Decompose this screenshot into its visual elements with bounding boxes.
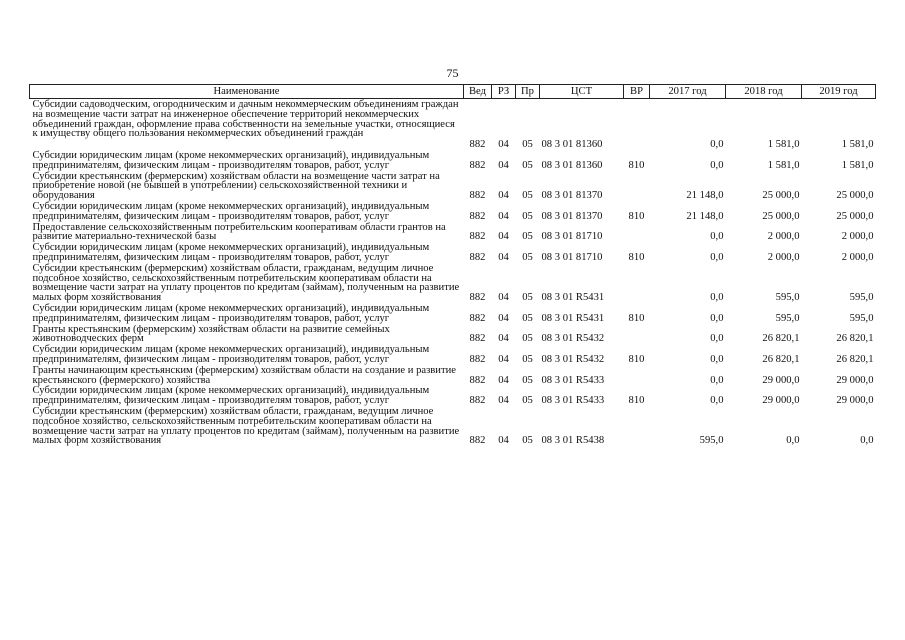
row-vr (624, 171, 650, 201)
row-2019-value: 0,0 (860, 435, 874, 447)
table-row (30, 99, 876, 140)
row-rz: 04 (498, 159, 509, 171)
row-name: Субсидии юридическим лицам (кроме некоммерческих организаций), индивидуальным предпринимателям, физическим лицам - производителям товаров, работ, услуг (32, 385, 430, 407)
row-pr: 05 (522, 210, 533, 222)
row-ved: 882 (469, 292, 486, 304)
row-ved: 882 (469, 251, 486, 263)
row-cst: 08 3 01 R5433 (541, 395, 605, 407)
row-2017-value: 0,0 (710, 251, 724, 263)
row-rz: 04 (498, 333, 509, 345)
row-ved: 882 (469, 353, 486, 365)
row-rz: 04 (498, 231, 509, 243)
row-vr (624, 222, 650, 243)
row-cst: 08 3 01 R5431 (541, 292, 605, 304)
row-name: Субсидии крестьянским (фермерским) хозяйствам области на возмещение части затрат на приобретение новой (не бывшей в употреблении) сельскохозяйственной техники и оборудования (32, 170, 440, 202)
row-vr: 810 (628, 159, 645, 171)
row-vr (624, 99, 650, 140)
row-name: Субсидии юридическим лицам (кроме некоммерческих организаций), индивидуальным предпринимателям, физическим лицам - производителям товаров, работ, услуг (32, 200, 430, 222)
row-ved: 882 (469, 231, 486, 243)
row-name: Субсидии юридическим лицам (кроме некоммерческих организаций), индивидуальным предпринимателям, физическим лицам - производителям товаров, работ, услуг (32, 344, 430, 365)
row-name: Субсидии крестьянским (фермерским) хозяйствам области, гражданам, ведущим личное подсобное хозяйство, сельскохозяйственным потребительским кооперативам области на возмещение части затрат на уплату процентов по кредитам (займам), полученным на развитие малых форм хозяйствования (32, 262, 460, 304)
table-row (30, 242, 876, 263)
row-2017-value: 0,0 (710, 139, 724, 151)
header-pr: Пр (516, 85, 540, 99)
header-ved: Вед (464, 85, 492, 99)
header-2017: 2017 год (650, 85, 726, 99)
row-name (30, 139, 464, 150)
row-2017-value: 0,0 (710, 333, 724, 345)
row-rz: 04 (498, 312, 509, 324)
row-2018-value: 25 000,0 (762, 190, 800, 202)
row-name: Субсидии садоводческим, огородническим и дачным некоммерческим объединениям граждан на возмещение части затрат на инженерное обеспечение территорий некоммерческих объединений граждан, оформление права собственности на земельные участки, относящиеся к имуществу общего пользования некоммерческих объединений граждан (32, 99, 459, 140)
row-vr: 810 (628, 353, 645, 365)
row-pr: 05 (522, 292, 533, 304)
row-2019-value: 2 000,0 (841, 251, 874, 263)
table-row (30, 171, 876, 201)
row-cst: 08 3 01 R5438 (541, 435, 605, 447)
table-row (30, 150, 876, 171)
row-rz: 04 (498, 395, 509, 407)
row-2019-value: 595,0 (849, 312, 874, 324)
table-row (30, 303, 876, 324)
row-rz (492, 99, 516, 140)
row-2017-value: 21 148,0 (686, 210, 724, 222)
header-name: Наименование (30, 85, 464, 99)
row-2018-value: 26 820,1 (762, 333, 800, 345)
header-vr: ВР (624, 85, 650, 99)
row-2018-value: 26 820,1 (762, 353, 800, 365)
row-ved: 882 (469, 395, 486, 407)
row-vr: 810 (628, 251, 645, 263)
row-2019-value: 25 000,0 (836, 190, 874, 202)
row-name: Гранты крестьянским (фермерским) хозяйствам области на развитие семейных животноводческих ферм (32, 323, 390, 345)
row-cst (540, 99, 624, 140)
row-vr (624, 365, 650, 386)
row-name: Субсидии юридическим лицам (кроме некоммерческих организаций), индивидуальным предпринимателям, физическим лицам - производителям товаров, работ, услуг (32, 242, 430, 263)
row-rz: 04 (498, 435, 509, 447)
header-2018: 2018 год (726, 85, 802, 99)
row-ved: 882 (469, 190, 486, 202)
row-2019-value: 26 820,1 (836, 353, 874, 365)
row-rz: 04 (498, 292, 509, 304)
row-rz: 04 (498, 374, 509, 386)
row-2018-value: 2 000,0 (767, 251, 800, 263)
row-vr: 810 (628, 210, 645, 222)
row-2017-value: 21 148,0 (686, 190, 724, 202)
row-2017-value: 0,0 (710, 231, 724, 243)
row-pr: 05 (522, 395, 533, 407)
row-2019-value: 25 000,0 (836, 210, 874, 222)
row-ved: 882 (469, 333, 486, 345)
row-rz: 04 (498, 353, 509, 365)
row-pr: 05 (522, 374, 533, 386)
row-ved: 882 (469, 312, 486, 324)
row-2019-value: 595,0 (849, 292, 874, 304)
table-body (30, 99, 876, 447)
row-pr: 05 (522, 159, 533, 171)
row-2019-value: 29 000,0 (836, 374, 874, 386)
row-cst: 08 3 01 81710 (541, 231, 603, 243)
table-row (30, 263, 876, 303)
row-cst: 08 3 01 R5431 (541, 312, 605, 324)
row-2018-value: 595,0 (775, 312, 800, 324)
table-header-row (30, 85, 876, 99)
row-2017-value: 0,0 (710, 395, 724, 407)
row-cst: 08 3 01 81710 (541, 251, 603, 263)
row-ved (464, 99, 492, 140)
row-pr (516, 99, 540, 140)
row-vr (624, 139, 650, 150)
table-row (30, 324, 876, 345)
row-pr: 05 (522, 353, 533, 365)
budget-table (29, 84, 876, 446)
row-rz: 04 (498, 139, 509, 151)
row-cst: 08 3 01 81360 (541, 159, 603, 171)
row-pr: 05 (522, 251, 533, 263)
row-2018-value: 595,0 (775, 292, 800, 304)
row-2018-value: 29 000,0 (762, 374, 800, 386)
row-2019-value: 1 581,0 (841, 139, 874, 151)
row-2018-value: 2 000,0 (767, 231, 800, 243)
row-ved: 882 (469, 139, 486, 151)
row-rz: 04 (498, 190, 509, 202)
row-2019-value: 2 000,0 (841, 231, 874, 243)
row-pr: 05 (522, 190, 533, 202)
row-cst: 08 3 01 R5432 (541, 333, 605, 345)
row-rz: 04 (498, 251, 509, 263)
row-rz: 04 (498, 210, 509, 222)
row-2017-value: 0,0 (710, 353, 724, 365)
page-number: 75 (446, 66, 459, 80)
row-2017-value: 0,0 (710, 292, 724, 304)
row-name: Субсидии крестьянским (фермерским) хозяйствам области, гражданам, ведущим личное подсобное хозяйство, сельскохозяйственным потребительским кооперативам области на возмещение части затрат на уплату процентов по кредитам (займам), полученным на развитие малых форм хозяйствования (32, 405, 460, 447)
row-name: Предоставление сельскохозяйственным потребительским кооперативам области грантов на развитие материально-технической базы (32, 221, 446, 243)
row-2018-value: 29 000,0 (762, 395, 800, 407)
row-pr: 05 (522, 435, 533, 447)
row-vr (624, 263, 650, 303)
row-2018-value (726, 99, 802, 140)
row-pr: 05 (522, 231, 533, 243)
table-row (30, 344, 876, 365)
row-2019-value (802, 99, 876, 140)
row-2017-value: 0,0 (710, 374, 724, 386)
table-row (30, 201, 876, 222)
row-2017-value: 0,0 (710, 159, 724, 171)
table-row (30, 222, 876, 243)
row-vr: 810 (628, 312, 645, 324)
row-cst: 08 3 01 81370 (541, 190, 603, 202)
row-pr: 05 (522, 139, 533, 151)
row-cst: 08 3 01 81370 (541, 210, 603, 222)
row-vr (624, 324, 650, 345)
row-2019-value: 26 820,1 (836, 333, 874, 345)
row-2019-value: 29 000,0 (836, 395, 874, 407)
row-2018-value: 1 581,0 (767, 139, 800, 151)
table-row (30, 406, 876, 446)
row-ved: 882 (469, 159, 486, 171)
table-row (30, 385, 876, 406)
row-cst: 08 3 01 81360 (541, 139, 603, 151)
row-vr: 810 (628, 395, 645, 407)
header-cst: ЦСТ (540, 85, 624, 99)
row-cst: 08 3 01 R5433 (541, 374, 605, 386)
table-row (30, 139, 876, 150)
row-ved: 882 (469, 435, 486, 447)
header-rz: РЗ (492, 85, 516, 99)
table-row (30, 365, 876, 386)
row-2018-value: 1 581,0 (767, 159, 800, 171)
row-2018-value: 25 000,0 (762, 210, 800, 222)
row-2017-value: 0,0 (710, 312, 724, 324)
row-2017-value: 595,0 (699, 435, 724, 447)
row-pr: 05 (522, 333, 533, 345)
row-name: Субсидии юридическим лицам (кроме некоммерческих организаций), индивидуальным предпринимателям, физическим лицам - производителям товаров, работ, услуг (32, 302, 430, 324)
row-ved: 882 (469, 210, 486, 222)
row-2018-value: 0,0 (786, 435, 800, 447)
row-pr: 05 (522, 312, 533, 324)
row-2017-value (650, 99, 726, 140)
row-name: Гранты начинающим крестьянским (фермерским) хозяйствам области на создание и развитие крестьянского (фермерского) хозяйства (32, 364, 456, 386)
row-ved: 882 (469, 374, 486, 386)
header-2019: 2019 год (802, 85, 876, 99)
row-2019-value: 1 581,0 (841, 159, 874, 171)
row-vr (624, 406, 650, 446)
row-name: Субсидии юридическим лицам (кроме некоммерческих организаций), индивидуальным предпринимателям, физическим лицам - производителям товаров, работ, услуг (32, 149, 430, 171)
row-cst: 08 3 01 R5432 (541, 353, 605, 365)
